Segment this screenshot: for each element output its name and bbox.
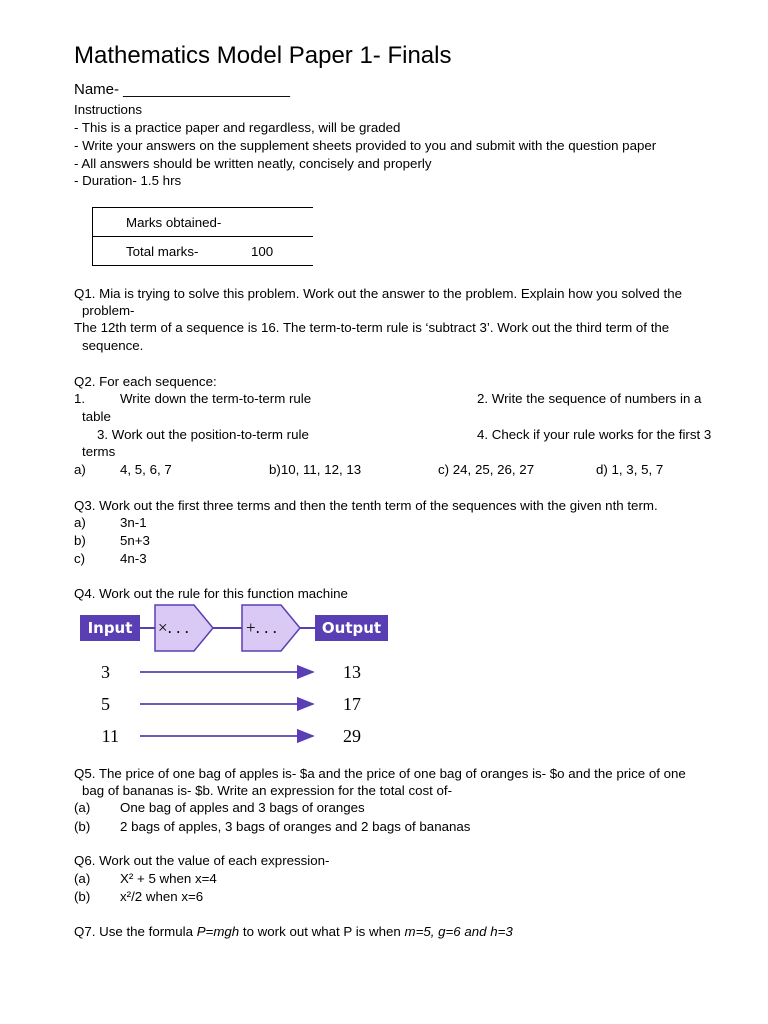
q7-formula: P=mgh [196, 924, 240, 939]
q2-item: 4. Check if your rule works for the first 3 [477, 427, 712, 442]
q6-heading: Q6. Work out the value of each expression- [74, 853, 330, 868]
q5-item-label: (b) [74, 819, 91, 834]
page-title: Mathematics Model Paper 1- Finals [74, 42, 452, 69]
q2-item: 3. Work out the position-to-term rule [97, 427, 309, 442]
total-marks-value: 100 [251, 244, 274, 259]
q2-sequence: c) 24, 25, 26, 27 [438, 462, 535, 477]
q1-text: sequence. [82, 338, 144, 353]
add-operation-label: +. . . [246, 618, 277, 637]
input-box: Input [80, 615, 140, 641]
instruction-line: - Duration- 1.5 hrs [74, 173, 182, 188]
output-box: Output [315, 615, 388, 641]
q5-item: 2 bags of apples, 3 bags of oranges and 2 bags of bananas [120, 819, 471, 834]
q3-expression: 3n-1 [120, 515, 147, 530]
q7-values: m=5, g=6 and h=3 [404, 924, 513, 939]
q3-heading: Q3. Work out the first three terms and then the tenth term of the sequences with the given nth term. [74, 498, 658, 513]
q1-text: The 12th term of a sequence is 16. The term-to-term rule is ‘subtract 3’. Work out the third term of the [74, 320, 670, 335]
instruction-line: - Write your answers on the supplement sheets provided to you and submit with the question paper [74, 138, 657, 153]
output-value: 13 [343, 662, 361, 682]
q3-expression: 4n-3 [120, 551, 147, 566]
q5-text: Q5. The price of one bag of apples is- $a and the price of one bag of oranges is- $o and the price of one [74, 766, 686, 781]
input-value: 11 [101, 726, 119, 746]
input-value: 5 [101, 694, 110, 714]
q3-item-label: b) [74, 533, 86, 548]
q1-text: problem- [82, 303, 135, 318]
q2-item: table [82, 409, 111, 424]
q6-expression: X² + 5 when x=4 [120, 871, 217, 886]
q2-item: terms [82, 444, 116, 459]
q2-heading: Q2. For each sequence: [74, 374, 217, 389]
q2-sequence-label: a) [74, 462, 86, 477]
q2-sequence: d) 1, 3, 5, 7 [596, 462, 664, 477]
q2-sequence: b)10, 11, 12, 13 [269, 462, 362, 477]
q3-expression: 5n+3 [120, 533, 150, 548]
input-value: 3 [101, 662, 110, 682]
multiply-operation-label: ×. . . [158, 618, 189, 637]
q2-item: Write down the term-to-term rule [120, 391, 312, 406]
q2-item: 2. Write the sequence of numbers in a [477, 391, 702, 406]
q2-item-number: 1. [74, 391, 86, 406]
instruction-line: - This is a practice paper and regardless, will be graded [74, 120, 401, 135]
q6-item-label: (b) [74, 889, 91, 904]
q6-expression: x²/2 when x=6 [120, 889, 204, 904]
q2-sequence: 4, 5, 6, 7 [120, 462, 172, 477]
instructions-heading: Instructions [74, 102, 142, 117]
total-marks-label: Total marks- [126, 244, 199, 259]
q5-text: bag of bananas is- $b. Write an expression for the total cost of- [82, 783, 453, 798]
question-7 [74, 923, 513, 940]
q7-text: to work out what P is when [239, 924, 405, 939]
q3-item-label: c) [74, 551, 86, 566]
q3-item-label: a) [74, 515, 86, 530]
q1-text: Q1. Mia is trying to solve this problem. Work out the answer to the problem. Explain how you solved the [74, 286, 683, 301]
instruction-line: - All answers should be written neatly, concisely and properly [74, 156, 432, 171]
q7-text: Q7. Use the formula [74, 924, 197, 939]
q6-item-label: (a) [74, 871, 91, 886]
name-field-label: Name- ____________________ [74, 81, 291, 98]
output-value: 17 [343, 694, 361, 714]
q5-item: One bag of apples and 3 bags of oranges [120, 800, 365, 815]
q4-heading: Q4. Work out the rule for this function machine [74, 586, 348, 601]
output-value: 29 [343, 726, 361, 746]
q5-item-label: (a) [74, 800, 91, 815]
marks-obtained-label: Marks obtained- [126, 215, 222, 230]
